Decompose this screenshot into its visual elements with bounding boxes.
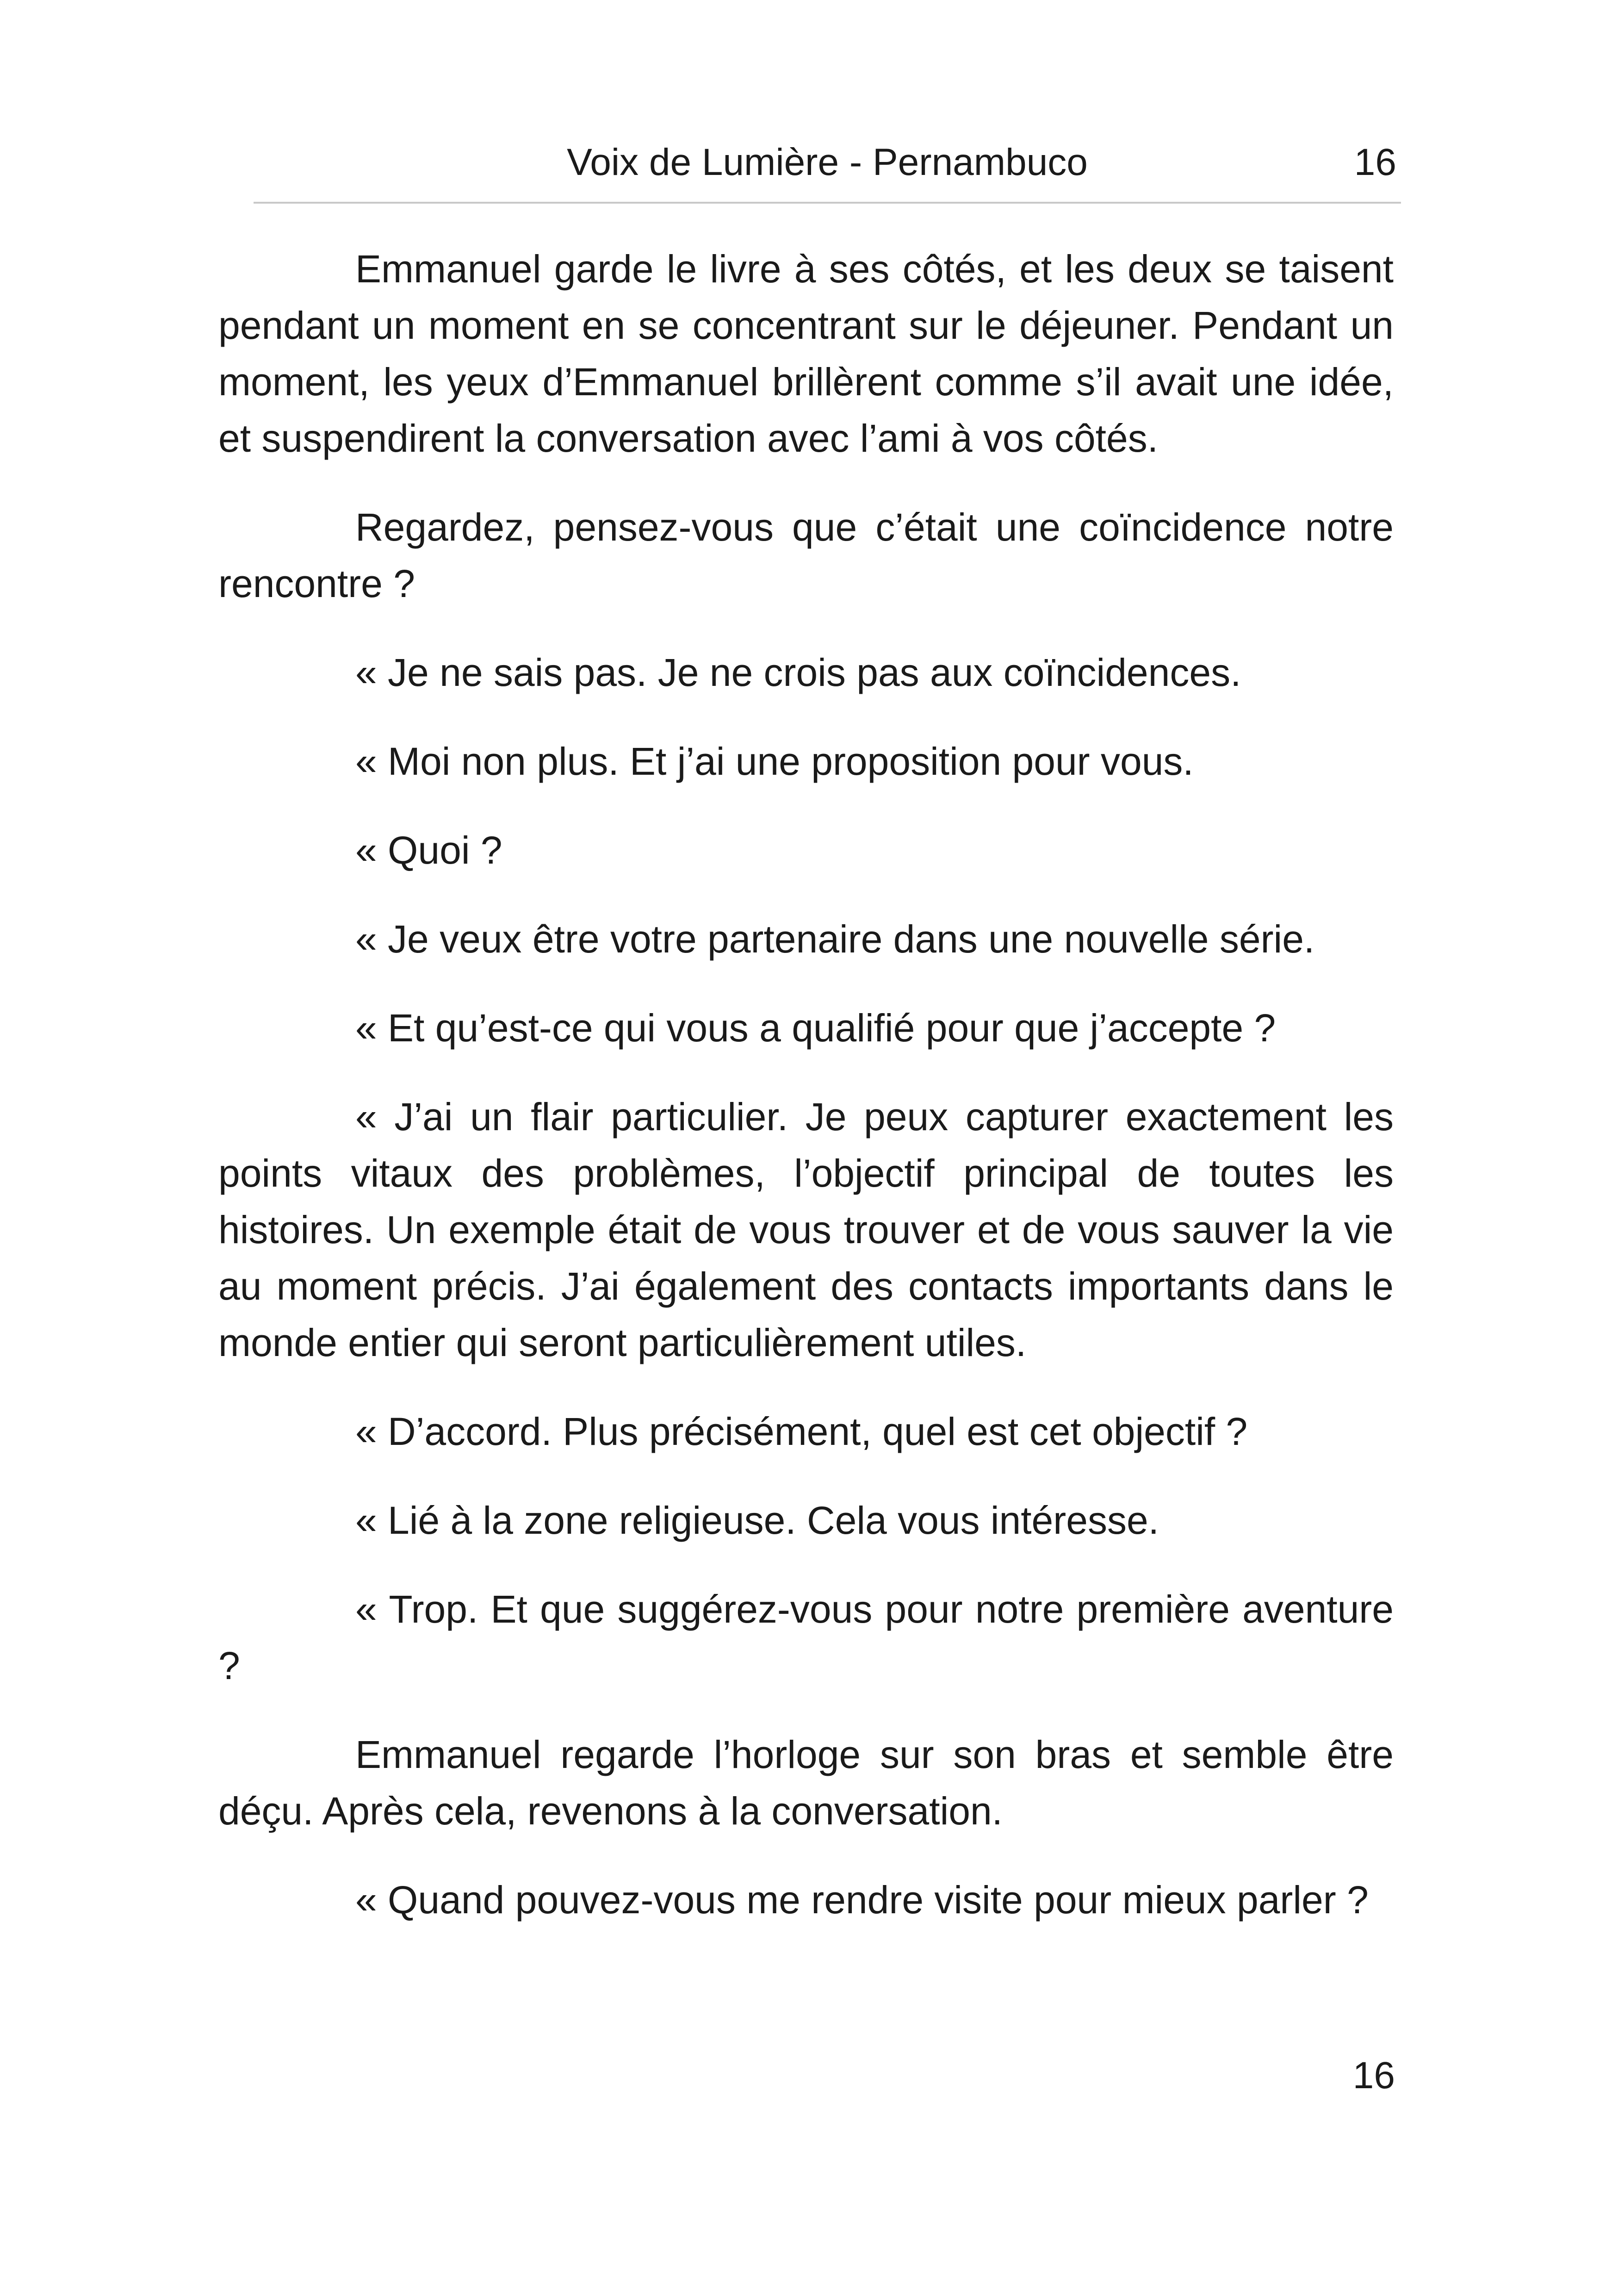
header-page-number: 16 <box>1354 141 1396 183</box>
dialogue-line: « Je veux être votre partenaire dans une nouvelle série. <box>355 917 1315 961</box>
dialogue-line: « Quoi ? <box>355 828 502 872</box>
paragraph: Emmanuel garde le livre à ses côtés, et les deux se taisent pendant un moment en se concentrant sur le déjeuner. Pendant un moment, les yeux d’Emmanuel brillèrent comme s’il avait une idée, et suspendirent la conversation avec l’ami à vos côtés. <box>218 247 1394 460</box>
dialogue-line: « J’ai un flair particulier. Je peux capturer exactement les points vitaux des problèmes, l’objectif principal de toutes les histoires. Un exemple était de vous trouver et de vous sauver la vie au moment précis. J’ai également des contacts importants dans le monde entier qui seront particulièrement utiles. <box>218 1095 1394 1364</box>
dialogue-line: « Et qu’est-ce qui vous a qualifié pour que j’accepte ? <box>355 1006 1276 1050</box>
footer-page-number: 16 <box>1352 2054 1395 2097</box>
dialogue-line: « Je ne sais pas. Je ne crois pas aux coïncidences. <box>355 651 1241 694</box>
running-header <box>254 132 1401 204</box>
paragraph: Regardez, pensez-vous que c’était une coïncidence notre rencontre ? <box>218 505 1394 605</box>
dialogue-line: « Moi non plus. Et j’ai une proposition pour vous. <box>355 740 1194 783</box>
dialogue-line: « Lié à la zone religieuse. Cela vous intéresse. <box>355 1499 1159 1542</box>
page-body <box>218 241 1394 1960</box>
dialogue-line: « D’accord. Plus précisément, quel est cet objectif ? <box>355 1410 1248 1453</box>
book-title: Voix de Lumière - Pernambuco <box>567 141 1088 183</box>
dialogue-line: « Trop. Et que suggérez-vous pour notre première aventure ? <box>218 1587 1394 1687</box>
dialogue-line: « Quand pouvez-vous me rendre visite pour mieux parler ? <box>355 1878 1369 1922</box>
paragraph: Emmanuel regarde l’horloge sur son bras et semble être déçu. Après cela, revenons à la conversation. <box>218 1733 1394 1833</box>
